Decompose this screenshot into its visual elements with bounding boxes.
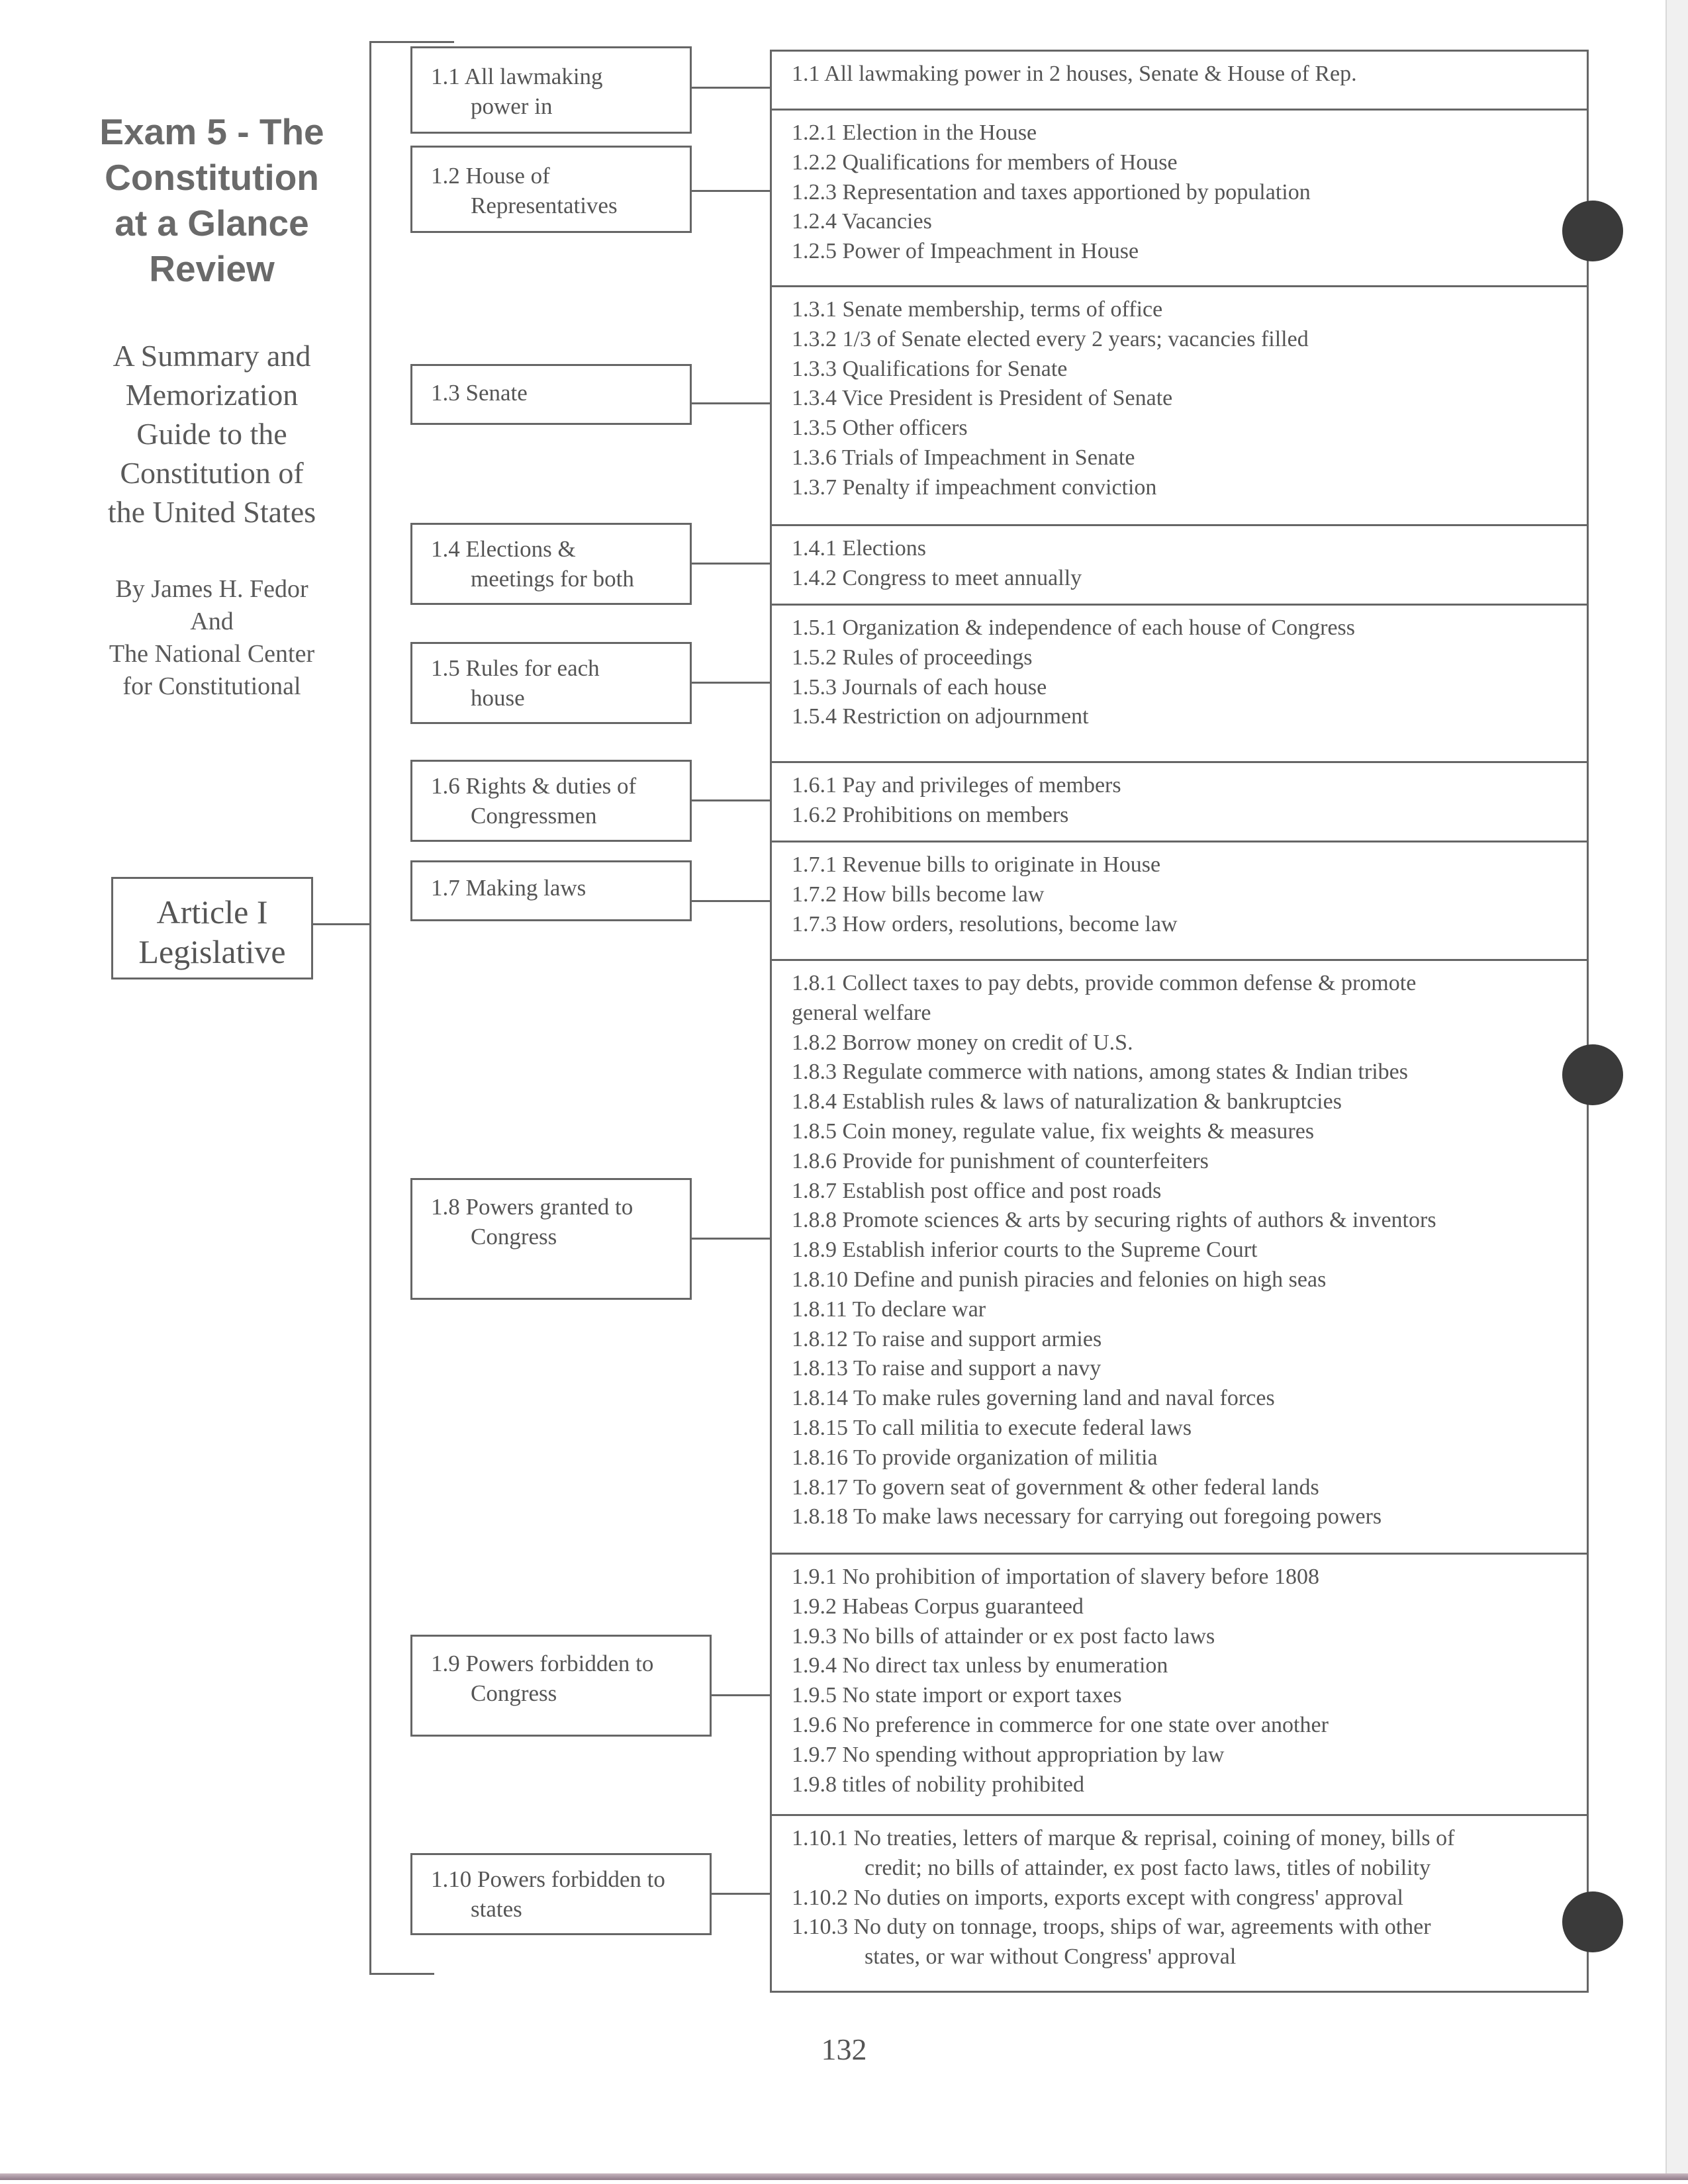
detail-line: 1.9.8 titles of nobility prohibited bbox=[792, 1772, 1084, 1797]
bracket-top-cap bbox=[369, 41, 454, 43]
detail-line: 1.8.10 Define and punish piracies and felonies on high seas bbox=[792, 1267, 1327, 1292]
section-label-cont: power in bbox=[471, 93, 553, 119]
section-box-1-1 bbox=[410, 46, 692, 134]
author-line: By James H. Fedor bbox=[115, 575, 308, 603]
detail-line: 1.9.7 No spending without appropriation by law bbox=[792, 1742, 1225, 1767]
section-box-1-2 bbox=[410, 146, 692, 233]
connector-1-5 bbox=[692, 682, 771, 684]
subtitle-line: the United States bbox=[107, 495, 316, 529]
section-box-1-3 bbox=[410, 364, 692, 425]
detail-line: 1.8.18 To make laws necessary for carrying out foregoing powers bbox=[792, 1504, 1382, 1529]
detail-box-1-7 bbox=[770, 841, 1589, 961]
detail-line: 1.8.7 Establish post office and post roads bbox=[792, 1178, 1162, 1203]
section-box-1-4 bbox=[410, 523, 692, 605]
detail-box-1-9 bbox=[770, 1553, 1589, 1816]
detail-line: 1.6.1 Pay and privileges of members bbox=[792, 773, 1121, 797]
detail-line: 1.8.9 Establish inferior courts to the Supreme Court bbox=[792, 1238, 1258, 1263]
section-label: 1.7 Making laws bbox=[431, 875, 586, 901]
author-line: for Constitutional bbox=[122, 672, 301, 700]
detail-box-1-5 bbox=[770, 604, 1589, 763]
section-label-cont: Congress bbox=[471, 1680, 557, 1706]
detail-line: 1.4.1 Elections bbox=[792, 536, 927, 561]
section-label-cont: meetings for both bbox=[471, 566, 634, 592]
detail-line: 1.2.2 Qualifications for members of House bbox=[792, 150, 1178, 175]
section-label-cont: Congressmen bbox=[471, 803, 597, 829]
section-label: 1.3 Senate bbox=[431, 380, 528, 406]
connector-1-1 bbox=[692, 87, 771, 89]
binder-hole bbox=[1562, 201, 1623, 261]
author-line: And bbox=[190, 608, 234, 635]
detail-box-1-4 bbox=[770, 524, 1589, 606]
connector-1-8 bbox=[692, 1238, 771, 1240]
title-line: Exam 5 - The bbox=[99, 111, 324, 152]
connector-1-2 bbox=[692, 190, 771, 192]
connector-1-3 bbox=[692, 402, 771, 404]
detail-line: 1.5.1 Organization & independence of each house of Congress bbox=[792, 615, 1356, 640]
detail-line: 1.7.2 How bills become law bbox=[792, 882, 1045, 907]
connector-1-9 bbox=[712, 1694, 771, 1696]
section-label: 1.10 Powers forbidden to bbox=[431, 1866, 665, 1892]
section-box-1-9 bbox=[410, 1635, 712, 1737]
detail-line: 1.5.2 Rules of proceedings bbox=[792, 645, 1033, 670]
detail-box-1-8 bbox=[770, 959, 1589, 1555]
detail-line: 1.1 All lawmaking power in 2 houses, Senate & House of Rep. bbox=[792, 62, 1357, 86]
page-number: 132 bbox=[821, 2032, 867, 2066]
detail-line: 1.9.2 Habeas Corpus guaranteed bbox=[792, 1594, 1084, 1619]
detail-line: 1.3.7 Penalty if impeachment conviction bbox=[792, 475, 1157, 500]
binder-hole bbox=[1562, 1891, 1623, 1952]
section-box-1-8 bbox=[410, 1178, 692, 1300]
detail-line: 1.2.3 Representation and taxes apportioned by population bbox=[792, 179, 1311, 205]
connector-1-6 bbox=[692, 799, 771, 801]
detail-line: 1.5.4 Restriction on adjournment bbox=[792, 704, 1089, 729]
section-label-cont: states bbox=[471, 1896, 522, 1922]
binder-hole bbox=[1562, 1044, 1623, 1105]
detail-line: 1.9.6 No preference in commerce for one state over another bbox=[792, 1712, 1329, 1737]
subtitle-line: Memorization bbox=[125, 378, 299, 412]
detail-line: 1.8.17 To govern seat of government & other federal lands bbox=[792, 1475, 1319, 1500]
detail-line: 1.8.5 Coin money, regulate value, fix weights & measures bbox=[792, 1118, 1315, 1144]
article-subtitle: Legislative bbox=[138, 933, 286, 970]
detail-line: 1.10.1 No treaties, letters of marque & reprisal, coining of money, bills of bbox=[792, 1826, 1455, 1850]
bracket-bottom-cap bbox=[369, 1973, 434, 1975]
section-box-1-10 bbox=[410, 1853, 712, 1935]
detail-line: 1.4.2 Congress to meet annually bbox=[792, 565, 1082, 590]
detail-line: 1.8.2 Borrow money on credit of U.S. bbox=[792, 1030, 1133, 1055]
section-box-1-5 bbox=[410, 642, 692, 724]
section-label-cont: house bbox=[471, 685, 525, 711]
author-line: The National Center bbox=[109, 640, 315, 668]
connector-1-4 bbox=[692, 563, 771, 565]
detail-line: 1.8.11 To declare war bbox=[792, 1297, 986, 1322]
detail-box-1-6 bbox=[770, 761, 1589, 842]
subtitle-line: Guide to the bbox=[136, 417, 287, 451]
detail-line: 1.7.3 How orders, resolutions, become law bbox=[792, 911, 1178, 936]
detail-box-1-10 bbox=[770, 1814, 1589, 1993]
article-connector bbox=[313, 923, 371, 925]
detail-line: 1.8.6 Provide for punishment of counterfeiters bbox=[792, 1148, 1209, 1173]
main-bracket-line bbox=[369, 41, 371, 1975]
section-label: 1.5 Rules for each bbox=[431, 655, 600, 681]
title-line: Constitution bbox=[105, 157, 319, 198]
section-box-1-7 bbox=[410, 860, 692, 921]
section-label: 1.1 All lawmaking bbox=[431, 64, 603, 89]
detail-line: 1.9.4 No direct tax unless by enumeration bbox=[792, 1653, 1168, 1678]
detail-line: 1.8.13 To raise and support a navy bbox=[792, 1356, 1102, 1381]
section-label: 1.9 Powers forbidden to bbox=[431, 1651, 654, 1676]
subtitle bbox=[73, 336, 351, 531]
detail-line: 1.8.15 To call militia to execute federal laws bbox=[792, 1415, 1192, 1440]
article-box bbox=[111, 877, 313, 979]
detail-line: 1.8.1 Collect taxes to pay debts, provide common defense & promote bbox=[792, 971, 1417, 995]
detail-line: 1.3.3 Qualifications for Senate bbox=[792, 356, 1068, 381]
subtitle-line: A Summary and bbox=[113, 339, 311, 373]
detail-line: 1.8.8 Promote sciences & arts by securing rights of authors & inventors bbox=[792, 1208, 1436, 1233]
detail-line: 1.10.2 No duties on imports, exports except with congress' approval bbox=[792, 1885, 1403, 1910]
detail-line: 1.8.3 Regulate commerce with nations, among states & Indian tribes bbox=[792, 1060, 1408, 1085]
detail-line: 1.9.3 No bills of attainder or ex post facto laws bbox=[792, 1623, 1215, 1649]
detail-line: 1.5.3 Journals of each house bbox=[792, 674, 1047, 700]
detail-line-cont: states, or war without Congress' approval bbox=[865, 1944, 1237, 1970]
section-label: 1.2 House of bbox=[431, 163, 550, 189]
detail-box-1-2 bbox=[770, 109, 1589, 287]
connector-1-7 bbox=[692, 900, 771, 902]
section-label: 1.6 Rights & duties of bbox=[431, 773, 637, 799]
connector-1-10 bbox=[712, 1893, 771, 1895]
article-title: Article I bbox=[156, 893, 268, 931]
detail-line: 1.9.1 No prohibition of importation of slavery before 1808 bbox=[792, 1565, 1319, 1589]
section-label-cont: Representatives bbox=[471, 193, 618, 218]
detail-line: 1.8.14 To make rules governing land and naval forces bbox=[792, 1386, 1275, 1411]
detail-line: general welfare bbox=[792, 1000, 931, 1025]
detail-box-1-3 bbox=[770, 285, 1589, 526]
section-label: 1.8 Powers granted to bbox=[431, 1194, 633, 1220]
detail-line: 1.3.5 Other officers bbox=[792, 416, 968, 441]
detail-line: 1.7.1 Revenue bills to originate in House bbox=[792, 852, 1161, 877]
detail-line: 1.9.5 No state import or export taxes bbox=[792, 1683, 1122, 1708]
detail-line: 1.3.1 Senate membership, terms of office bbox=[792, 297, 1163, 322]
detail-line: 1.2.1 Election in the House bbox=[792, 120, 1037, 145]
detail-line: 1.2.5 Power of Impeachment in House bbox=[792, 239, 1139, 264]
detail-line: 1.3.6 Trials of Impeachment in Senate bbox=[792, 445, 1135, 470]
bottom-edge bbox=[0, 2173, 1688, 2180]
detail-line: 1.8.4 Establish rules & laws of naturalization & bankruptcies bbox=[792, 1089, 1342, 1115]
detail-line: 1.6.2 Prohibitions on members bbox=[792, 802, 1069, 827]
detail-line: 1.3.2 1/3 of Senate elected every 2 years; vacancies filled bbox=[792, 326, 1309, 351]
detail-line: 1.10.3 No duty on tonnage, troops, ships of war, agreements with other bbox=[792, 1915, 1431, 1940]
detail-line: 1.2.4 Vacancies bbox=[792, 209, 932, 234]
detail-line: 1.8.16 To provide organization of militia bbox=[792, 1445, 1158, 1470]
title-line: Review bbox=[149, 248, 275, 289]
section-box-1-6 bbox=[410, 760, 692, 842]
section-label: 1.4 Elections & bbox=[431, 536, 576, 562]
detail-box-1-1 bbox=[770, 50, 1589, 111]
page-title bbox=[73, 109, 351, 292]
page-edge bbox=[1665, 0, 1688, 2177]
detail-line: 1.3.4 Vice President is President of Senate bbox=[792, 386, 1173, 411]
title-line: at a Glance bbox=[115, 203, 309, 244]
detail-line: 1.8.12 To raise and support armies bbox=[792, 1326, 1102, 1351]
detail-line-cont: credit; no bills of attainder, ex post facto laws, titles of nobility bbox=[865, 1855, 1431, 1880]
author-credit bbox=[73, 573, 351, 703]
subtitle-line: Constitution of bbox=[120, 456, 304, 490]
section-label-cont: Congress bbox=[471, 1224, 557, 1250]
